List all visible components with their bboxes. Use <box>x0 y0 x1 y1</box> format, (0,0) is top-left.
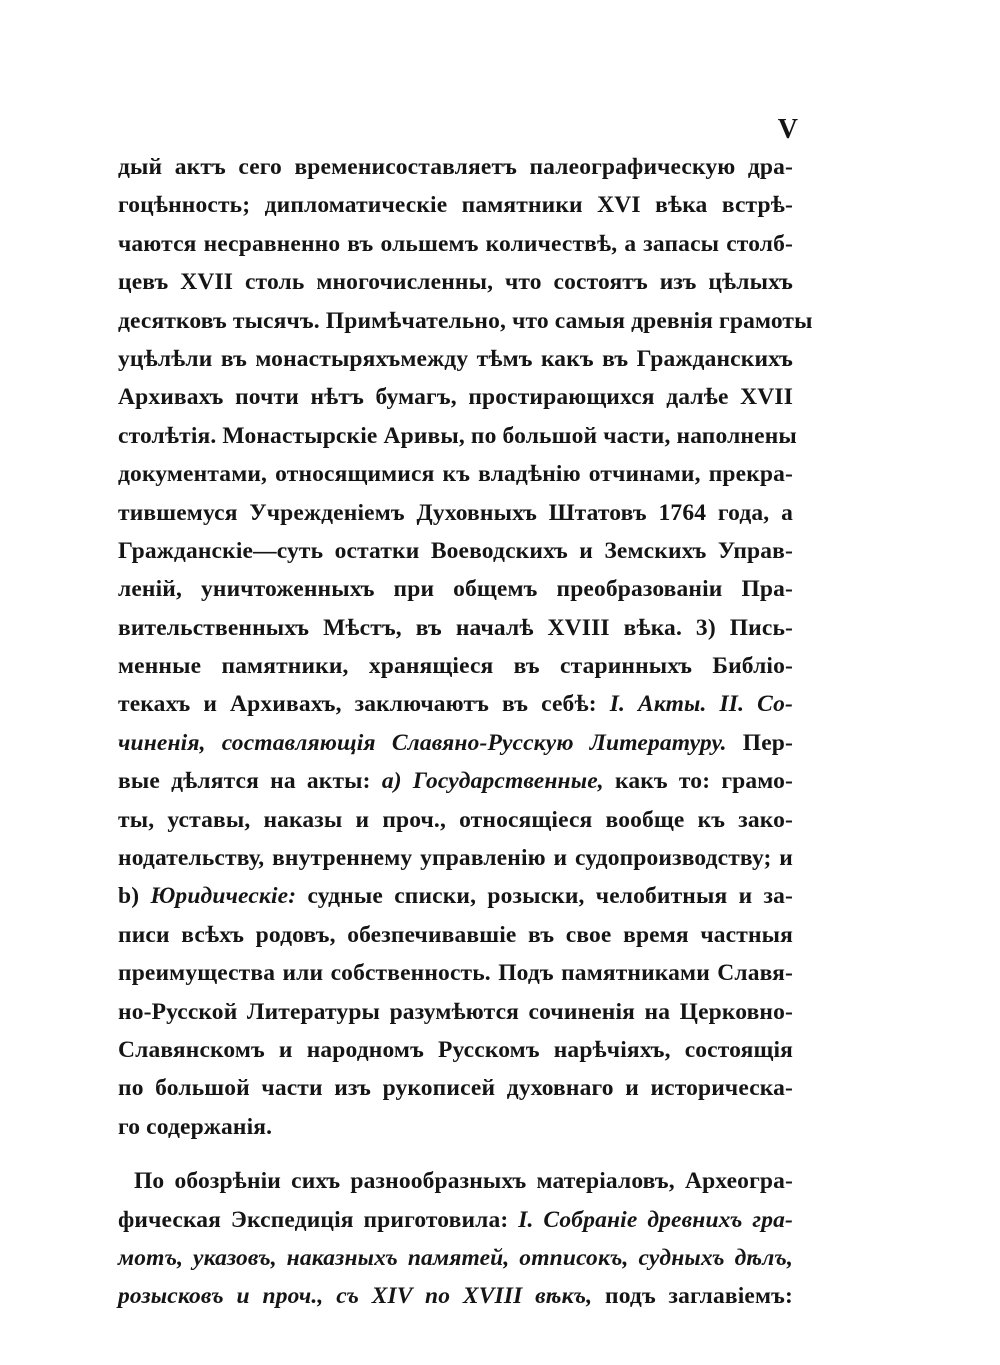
page-number: V <box>777 114 798 145</box>
text-line: столѣтія. Монастырскіе Аривы, по большой части, наполнены <box>118 422 797 449</box>
italic-run: розысковъ и проч., съ XIV по XVIII вѣкъ, <box>118 1283 593 1310</box>
text-line: Архивахъ почти нѣтъ бумагъ, простирающихся далѣе XVII <box>118 384 793 411</box>
body-text <box>118 148 813 1316</box>
text-line: но-Русской Литературы разумѣются сочиненія на Церковно- <box>118 998 793 1025</box>
text-line: нодательству, внутреннему управленію и судопроизводству; и <box>118 845 793 872</box>
text-line <box>118 1277 793 1315</box>
italic-run: Юридическіе: <box>150 883 297 910</box>
text-run: вые дѣлятся на акты: <box>118 768 371 795</box>
text-line: уцѣлѣли въ монастыряхъмежду тѣмъ какъ въ Гражданскихъ <box>118 345 793 372</box>
text-line: преимущества или собственность. Подъ памятниками Славя- <box>118 960 793 987</box>
italic-run: I. Акты. II. Со- <box>609 691 793 718</box>
text-line: менные памятники, хранящіеся въ старинныхъ Библіо- <box>118 653 793 680</box>
text-run: какъ то: грамо- <box>614 768 793 795</box>
text-line: ты, уставы, наказы и проч., относящіеся вообще къ зако- <box>118 806 793 833</box>
text-line: тившемуся Учрежденіемъ Духовныхъ Штатовъ 1764 года, а <box>118 499 793 526</box>
text-line: чаются несравненно въ ольшемъ количествѣ, а запасы столб- <box>118 230 793 257</box>
text-line: Славянскомъ и народномъ Русскомъ нарѣчіяхъ, состоящія <box>118 1036 793 1063</box>
paragraph-gap <box>118 1146 793 1162</box>
text-line: дый актъ сего временисоставляетъ палеографическую дра- <box>118 154 793 180</box>
text-line: По обозрѣніи сихъ разнообразныхъ матеріаловъ, Археогра- <box>134 1168 793 1195</box>
text-run: подъ заглавіемъ: <box>605 1283 793 1310</box>
text-line: цевъ XVII столь многочисленны, что состоятъ изъ цѣлыхъ <box>118 269 793 296</box>
text-line <box>118 877 793 915</box>
text-line: десятковъ тысячъ. Примѣчательно, что самыя древнія грамоты <box>118 307 813 334</box>
text-run: судные списки, розыски, челобитныя и за- <box>307 883 794 910</box>
text-line: го содержанія. <box>118 1113 273 1140</box>
text-run: фическая Экспедиція приготовила: <box>118 1206 509 1233</box>
text-run: текахъ и Архивахъ, заключаютъ въ себѣ: <box>118 691 597 718</box>
text-run: Пер- <box>742 729 794 756</box>
text-line <box>118 685 793 723</box>
italic-run: I. Собраніе древнихъ гра- <box>518 1206 793 1233</box>
text-run: b) <box>118 883 140 910</box>
text-line: документами, относящимися къ владѣнію отчинами, прекра- <box>118 461 793 488</box>
text-line: мотъ, указовъ, наказныхъ памятей, отписокъ, судныхъ дѣлъ, <box>118 1244 793 1271</box>
text-line: гоцѣнность; дипломатическіе памятники XVI вѣка встрѣ- <box>118 192 793 219</box>
text-line: леній, уничтоженныхъ при общемъ преобразованіи Пра- <box>118 576 793 603</box>
text-line <box>118 724 793 762</box>
text-line: Гражданскіе—суть остатки Воеводскихъ и Земскихъ Управ- <box>118 537 793 564</box>
text-line <box>118 762 793 800</box>
italic-run: чиненія, составляющія Славяно-Русскую Литературу. <box>118 729 727 756</box>
text-line: по большой части изъ рукописей духовнаго и историческа- <box>118 1075 793 1102</box>
italic-run: а) Государственные, <box>381 768 604 795</box>
text-line: писи всѣхъ родовъ, обезпечивавшіе въ свое время частныя <box>118 921 793 948</box>
text-line <box>118 1201 793 1239</box>
text-line: вительственныхъ Мѣстъ, въ началѣ XVIII вѣка. 3) Пись- <box>118 614 793 641</box>
